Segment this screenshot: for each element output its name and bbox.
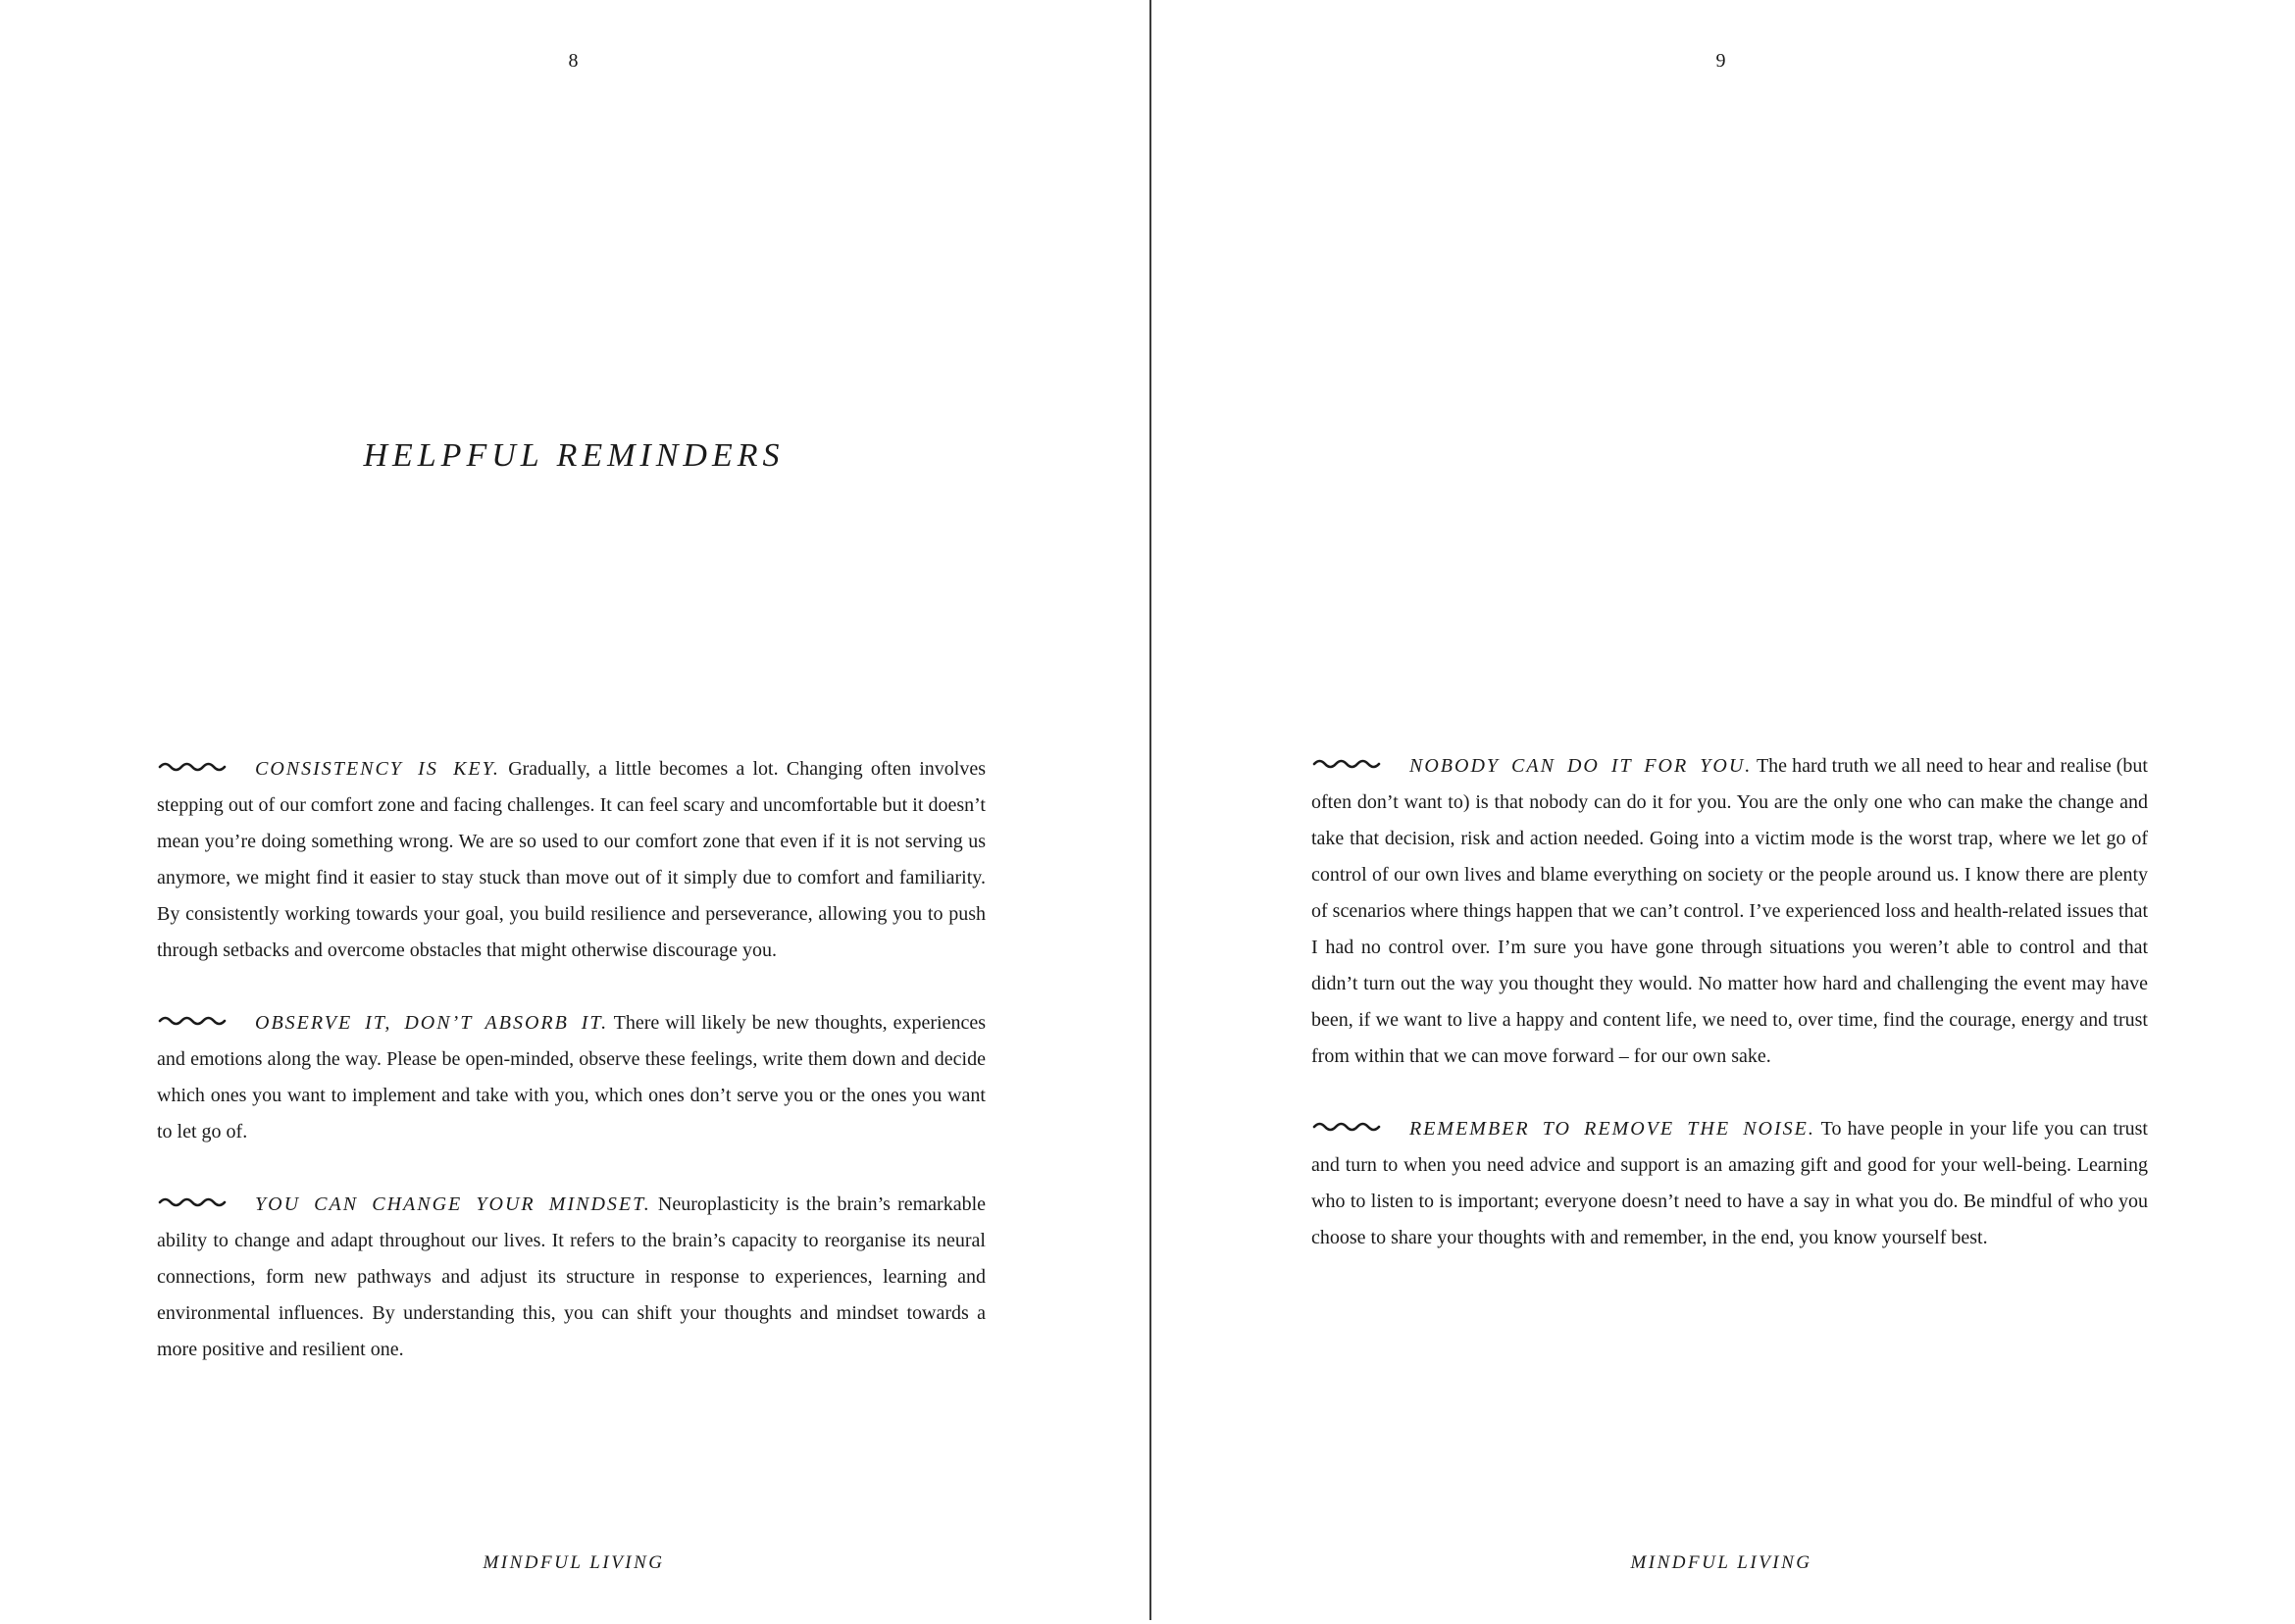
page-number-left: 8 (568, 50, 580, 72)
body-text-right (1311, 748, 2148, 1256)
paragraph-nobody (1311, 748, 2148, 1075)
paragraph-heading: OBSERVE IT, DON’T ABSORB IT. (255, 1012, 609, 1034)
squiggle-icon (1311, 756, 1386, 770)
paragraph-heading: YOU CAN CHANGE YOUR MINDSET. (255, 1193, 651, 1215)
paragraph-mindset (157, 1187, 986, 1368)
body-text-left (157, 751, 986, 1368)
paragraph-body: Neuroplasticity is the brain’s remarkable ability to change and adapt throughout our lives. It refers to the brain’s capacity to reorganise its neural connections, form new pathways and adjust its structure in response to experiences, learning and environmental influences. By understanding this, you can shift your thoughts and mindset towards a more positive and resilient one. (157, 1193, 987, 1360)
paragraph-heading: REMEMBER TO REMOVE THE NOISE. (1409, 1118, 1815, 1140)
paragraph-observe (157, 1005, 986, 1150)
squiggle-icon (157, 759, 231, 773)
page-right (1148, 0, 2295, 1624)
paragraph-body: To have people in your life you can trust and turn to when you need advice and support is an amazing gift and good for your well-being. Learning who to listen to is important; everyone doesn’t need to have a say in what you do. Be mindful of who you choose to share your thoughts with and remember, in the end, you know yourself best. (1311, 1118, 2148, 1248)
squiggle-icon (157, 1194, 231, 1208)
paragraph-body: Gradually, a little becomes a lot. Changing often involves stepping out of our comfort zone and facing challenges. It can feel scary and uncomfortable but it doesn’t mean you’re doing something wrong. We are so used to our comfort zone that even if it is not serving us anymore, we might find it easier to stay stuck than move out of it simply due to comfort and familiarity. By consistently working towards your goal, you build resilience and perseverance, allowing you to push through setbacks and overcome obstacles that might otherwise discourage you. (157, 758, 986, 961)
paragraph-heading: CONSISTENCY IS KEY. (255, 758, 500, 780)
paragraph-body: The hard truth we all need to hear and realise (but often don’t want to) is that nobody can do it for you. You are the only one who can make the change and take that decision, risk and action needed. Going into a victim mode is the worst trap, where we let go of control of our own lives and blame everything on society or the people around us. I know there are plenty of scenarios where things happen that we can’t control. I’ve experienced loss and health-related issues that I had no control over. I’m sure you have gone through situations you weren’t able to control and that didn’t turn out the way you thought they would. No matter how hard and challenging the event may have been, if we want to live a happy and content life, we need to, over time, find the courage, energy and trust from within that we can move forward – for our own sake. (1311, 755, 2148, 1067)
running-footer-left: MINDFUL LIVING (483, 1552, 665, 1573)
page-number-right: 9 (1715, 50, 1727, 72)
paragraph-noise (1311, 1111, 2148, 1256)
chapter-title: HELPFUL REMINDERS (363, 437, 785, 474)
paragraph-consistency (157, 751, 986, 969)
running-footer-right: MINDFUL LIVING (1630, 1552, 1812, 1573)
paragraph-heading: NOBODY CAN DO IT FOR YOU. (1409, 755, 1753, 777)
squiggle-icon (157, 1013, 231, 1027)
squiggle-icon (1311, 1119, 1386, 1133)
paragraph-body: There will likely be new thoughts, experiences and emotions along the way. Please be open-minded, observe these feelings, write them down and decide which ones you want to implement and take with you, which ones don’t serve you or the ones you want to let go of. (157, 1012, 986, 1142)
